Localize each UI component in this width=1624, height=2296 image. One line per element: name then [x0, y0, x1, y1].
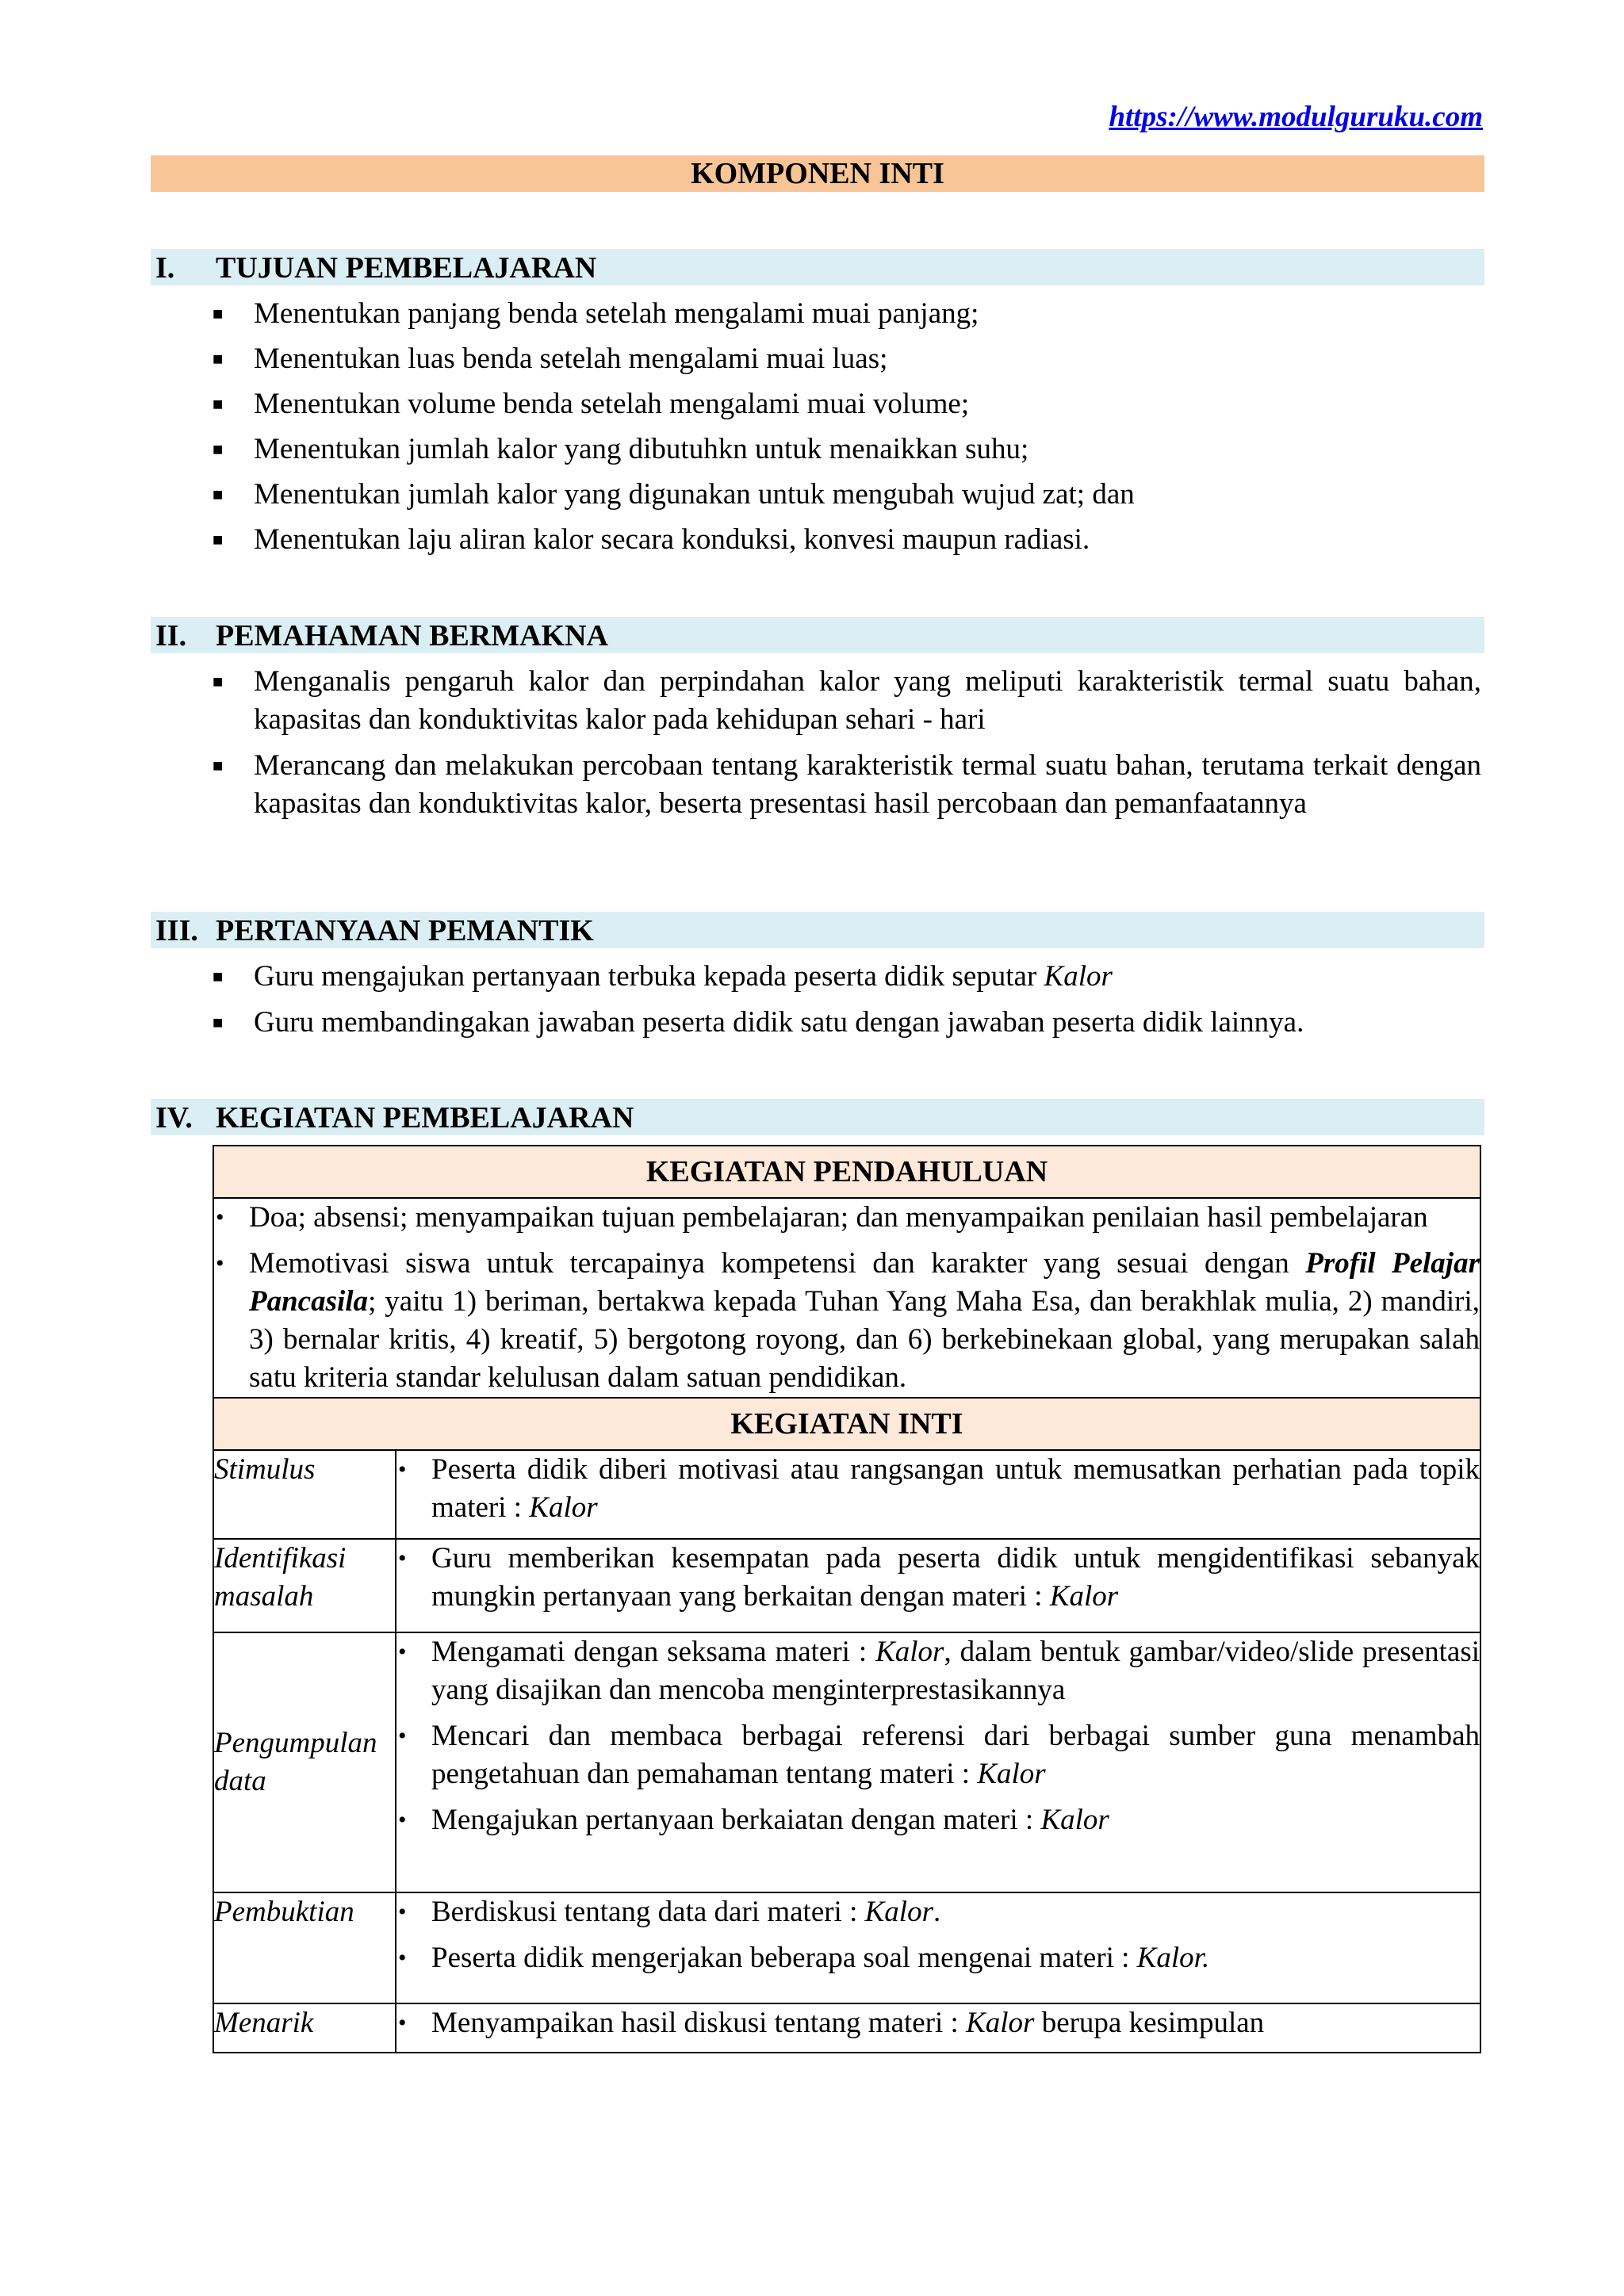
list-item: ■ Guru mengajukan pertanyaan terbuka kepada peserta didik seputar Kalor: [213, 958, 1481, 996]
square-bullet-icon: ■: [213, 672, 224, 691]
square-bullet-icon: ■: [213, 439, 224, 459]
square-bullet-icon: ■: [213, 1012, 224, 1032]
tujuan-list: [213, 295, 1481, 559]
square-bullet-icon: ■: [213, 530, 224, 549]
round-bullet-icon: •: [398, 1639, 407, 1665]
row-content: [396, 2003, 1480, 2053]
list-item: • Guru memberikan kesempatan pada peserta didik untuk mengidentifikasi sebanyak mungkin pertanyaan yang berkaitan dengan materi : Kalor: [396, 1540, 1480, 1616]
list-item: ■ Merancang dan melakukan percobaan tentang karakteristik termal suatu bahan, terutama terkait dengan kapasitas dan konduktivitas kalor, beserta presentasi hasil percobaan dan pemanfaatannya: [213, 747, 1481, 823]
section-number: IV.: [155, 1101, 193, 1135]
section-banner: KOMPONEN INTI: [151, 155, 1484, 192]
list-item: ■ Menentukan laju aliran kalor secara konduksi, konvesi maupun radiasi.: [213, 521, 1481, 559]
table-header-row: [213, 1146, 1480, 1198]
row-content: [396, 1539, 1480, 1632]
list-item: ■ Menentukan luas benda setelah mengalami muai luas;: [213, 340, 1481, 378]
section-heading-pemahaman: [151, 617, 1484, 653]
website-link[interactable]: https://www.modulguruku.com: [1109, 101, 1483, 133]
square-bullet-icon: ■: [213, 304, 224, 323]
list-item: ■ Menentukan volume benda setelah mengalami muai volume;: [213, 385, 1481, 423]
round-bullet-icon: •: [398, 1545, 407, 1571]
section-heading-pertanyaan: [151, 912, 1484, 948]
section-number: II.: [155, 619, 187, 652]
round-bullet-icon: •: [398, 1456, 407, 1483]
list-item: ■ Menganalis pengaruh kalor dan perpindahan kalor yang meliputi karakteristik termal suatu bahan, kapasitas dan konduktivitas kalor pada kehidupan sehari - hari: [213, 663, 1481, 739]
table-row: [213, 1198, 1480, 1398]
list-item: ■ Menentukan jumlah kalor yang digunakan untuk mengubah wujud zat; dan: [213, 476, 1481, 514]
table-row: [213, 1539, 1480, 1632]
square-bullet-icon: ■: [213, 349, 224, 369]
square-bullet-icon: ■: [213, 484, 224, 504]
square-bullet-icon: ■: [213, 966, 224, 986]
square-bullet-icon: ■: [213, 756, 224, 775]
section-number: III.: [155, 914, 198, 947]
list-item: • Mencari dan membaca berbagai referensi dari berbagai sumber guna menambah pengetahuan dan pemahaman tentang materi : Kalor: [396, 1717, 1480, 1793]
row-content: [396, 1450, 1480, 1539]
list-item: • Mengajukan pertanyaan berkaiatan dengan materi : Kalor: [396, 1801, 1480, 1839]
round-bullet-icon: •: [398, 1945, 407, 1971]
list-item: ■ Menentukan panjang benda setelah mengalami muai panjang;: [213, 295, 1481, 333]
list-item: • Peserta didik diberi motivasi atau rangsangan untuk memusatkan perhatian pada topik materi : Kalor: [396, 1451, 1480, 1527]
section-title: TUJUAN PEMBELAJARAN: [216, 251, 597, 285]
table-row: [213, 1632, 1480, 1892]
row-label: Menarik: [213, 2003, 396, 2053]
square-bullet-icon: ■: [213, 394, 224, 414]
list-item: • Menyampaikan hasil diskusi tentang materi : Kalor berupa kesimpulan: [396, 2004, 1480, 2042]
pendahuluan-cell: [213, 1198, 1480, 1398]
list-item: • Mengamati dengan seksama materi : Kalor, dalam bentuk gambar/video/slide presentasi yang disajikan dan mencoba menginterprestasikannya: [396, 1633, 1480, 1709]
row-content: [396, 1632, 1480, 1892]
round-bullet-icon: •: [216, 1204, 224, 1230]
section-heading-tujuan: [151, 249, 1484, 285]
row-label: Pembuktian: [213, 1892, 396, 2003]
list-item: • Memotivasi siswa untuk tercapainya kompetensi dan karakter yang sesuai dengan Profil Pelajar Pancasila; yaitu 1) beriman, bertakwa kepada Tuhan Yang Maha Esa, dan berakhlak mulia, 2) mandiri, 3) bernalar kritis, 4) kreatif, 5) bergotong royong, dan 6) berkebinekaan global, yang merupakan salah satu kriteria standar kelulusan dalam satuan pendidikan.: [214, 1245, 1480, 1397]
section-number: I.: [155, 251, 175, 285]
section-title: PEMAHAMAN BERMAKNA: [216, 619, 609, 652]
round-bullet-icon: •: [398, 1899, 407, 1925]
list-item: • Peserta didik mengerjakan beberapa soal mengenai materi : Kalor.: [396, 1939, 1480, 1977]
round-bullet-icon: •: [398, 1723, 407, 1749]
list-item: • Berdiskusi tentang data dari materi : Kalor.: [396, 1893, 1480, 1931]
list-item: ■ Guru membandingakan jawaban peserta didik satu dengan jawaban peserta didik lainnya.: [213, 1004, 1481, 1042]
table-row: [213, 2003, 1480, 2053]
row-label: Identifikasi masalah: [213, 1539, 396, 1632]
row-content: [396, 1892, 1480, 2003]
pemahaman-list: [213, 663, 1481, 823]
row-label: Pengumpulan data: [213, 1632, 396, 1892]
list-item: • Doa; absensi; menyampaikan tujuan pembelajaran; dan menyampaikan penilaian hasil pembelajaran: [214, 1199, 1480, 1237]
pertanyaan-list: [213, 958, 1481, 1042]
table-row: [213, 1892, 1480, 2003]
pendahuluan-header: KEGIATAN PENDAHULUAN: [213, 1146, 1480, 1198]
section-title: KEGIATAN PEMBELAJARAN: [216, 1101, 634, 1135]
row-label: Stimulus: [213, 1450, 396, 1539]
section-title: PERTANYAAN PEMANTIK: [216, 914, 594, 947]
kegiatan-table: [213, 1145, 1481, 2053]
inti-header: KEGIATAN INTI: [213, 1398, 1480, 1450]
table-row: [213, 1450, 1480, 1539]
round-bullet-icon: •: [398, 2010, 407, 2036]
list-item: ■ Menentukan jumlah kalor yang dibutuhkn untuk menaikkan suhu;: [213, 430, 1481, 469]
round-bullet-icon: •: [216, 1250, 224, 1276]
table-header-row: [213, 1398, 1480, 1450]
section-heading-kegiatan: [151, 1099, 1484, 1135]
round-bullet-icon: •: [398, 1807, 407, 1833]
